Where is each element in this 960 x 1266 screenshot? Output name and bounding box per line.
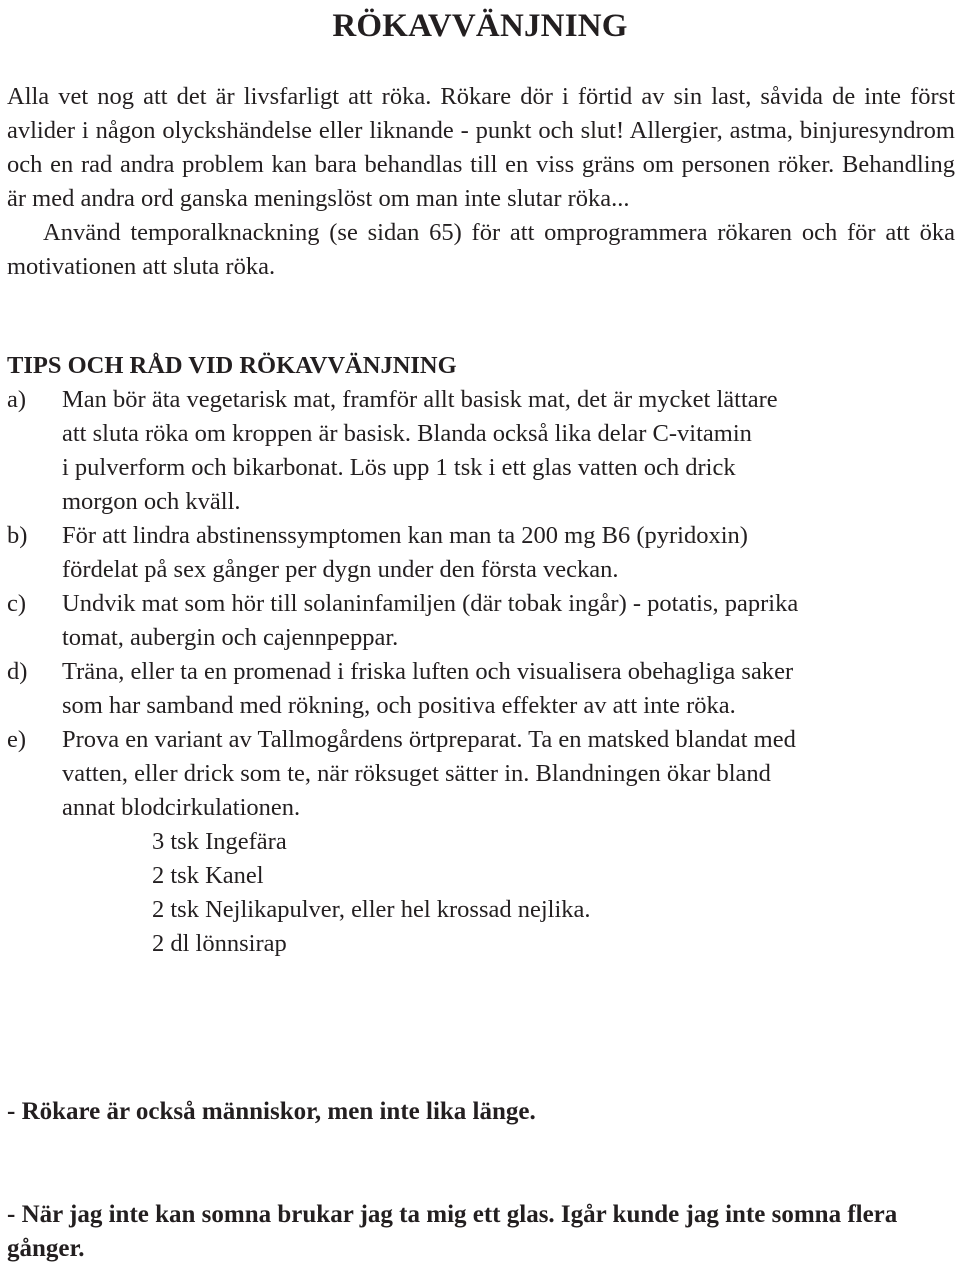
recipe-ingredient: 2 dl lönnsirap — [152, 930, 287, 957]
tip-line: att sluta röka om kroppen är basisk. Blanda också lika delar C-vitamin — [62, 420, 752, 447]
tip-marker: b) — [7, 522, 28, 549]
tip-line: vatten, eller drick som te, när röksuget sätter in. Blandningen ökar bland — [62, 760, 771, 787]
tip-text — [62, 519, 922, 587]
tips-heading: TIPS OCH RÅD VID RÖKAVVÄNJNING — [7, 352, 457, 379]
tip-line: tomat, aubergin och cajennpeppar. — [62, 624, 399, 651]
tip-line: i pulverform och bikarbonat. Lös upp 1 tsk i ett glas vatten och drick — [62, 454, 736, 481]
tip-item-c — [7, 587, 955, 655]
intro-paragraph-tapping: Använd temporalknackning (se sidan 65) för att omprogrammera rökaren och för att öka motivationen att sluta röka. — [7, 219, 955, 280]
quote-sleep: - När jag inte kan somna brukar jag ta mig ett glas. Igår kunde jag inte somna flera gånger. — [7, 1201, 898, 1262]
page-title: RÖKAVVÄNJNING — [332, 8, 628, 44]
tip-text — [62, 723, 922, 961]
tip-text — [62, 383, 922, 519]
recipe-ingredient: 3 tsk Ingefära — [152, 828, 287, 855]
tip-item-d — [7, 655, 955, 723]
tip-text — [62, 587, 922, 655]
intro-section — [7, 80, 955, 284]
tip-text — [62, 655, 922, 723]
tip-marker: d) — [7, 658, 28, 685]
tip-line: Träna, eller ta en promenad i friska luften och visualisera obehagliga saker — [62, 658, 794, 685]
tip-line: annat blodcirkulationen. — [62, 794, 301, 821]
tips-list — [7, 383, 955, 961]
tip-line: Undvik mat som hör till solaninfamiljen (där tobak ingår) - potatis, paprika — [62, 590, 799, 617]
recipe-ingredient: 2 tsk Nejlikapulver, eller hel krossad nejlika. — [152, 896, 591, 923]
tip-line: som har samband med rökning, och positiva effekter av att inte röka. — [62, 692, 736, 719]
recipe-list — [62, 825, 922, 961]
tip-line: fördelat på sex gånger per dygn under den första veckan. — [62, 556, 619, 583]
tip-marker: e) — [7, 726, 27, 753]
tip-item-b — [7, 519, 955, 587]
tip-line: Prova en variant av Tallmogårdens örtpreparat. Ta en matsked blandat med — [62, 726, 796, 753]
tip-marker: c) — [7, 590, 27, 617]
tip-marker: a) — [7, 386, 27, 413]
recipe-ingredient: 2 tsk Kanel — [152, 862, 264, 889]
quote-smokers: - Rökare är också människor, men inte lika länge. — [7, 1098, 536, 1125]
tip-item-e — [7, 723, 955, 961]
tip-item-a — [7, 383, 955, 519]
tip-line: Man bör äta vegetarisk mat, framför allt basisk mat, det är mycket lättare — [62, 386, 778, 413]
tip-line: morgon och kväll. — [62, 488, 241, 515]
tip-line: För att lindra abstinenssymptomen kan man ta 200 mg B6 (pyridoxin) — [62, 522, 748, 549]
intro-paragraph: Alla vet nog att det är livsfarligt att röka. Rökare dör i förtid av sin last, såvida de inte först avlider i någon olyckshändelse eller liknande - punkt och slut! Allergier, astma, binjuresyndrom och en rad andra problem kan bara behandlas till en viss gräns om personen röker. Behandling är med andra ord ganska meningslöst om man inte slutar röka... — [7, 83, 955, 212]
